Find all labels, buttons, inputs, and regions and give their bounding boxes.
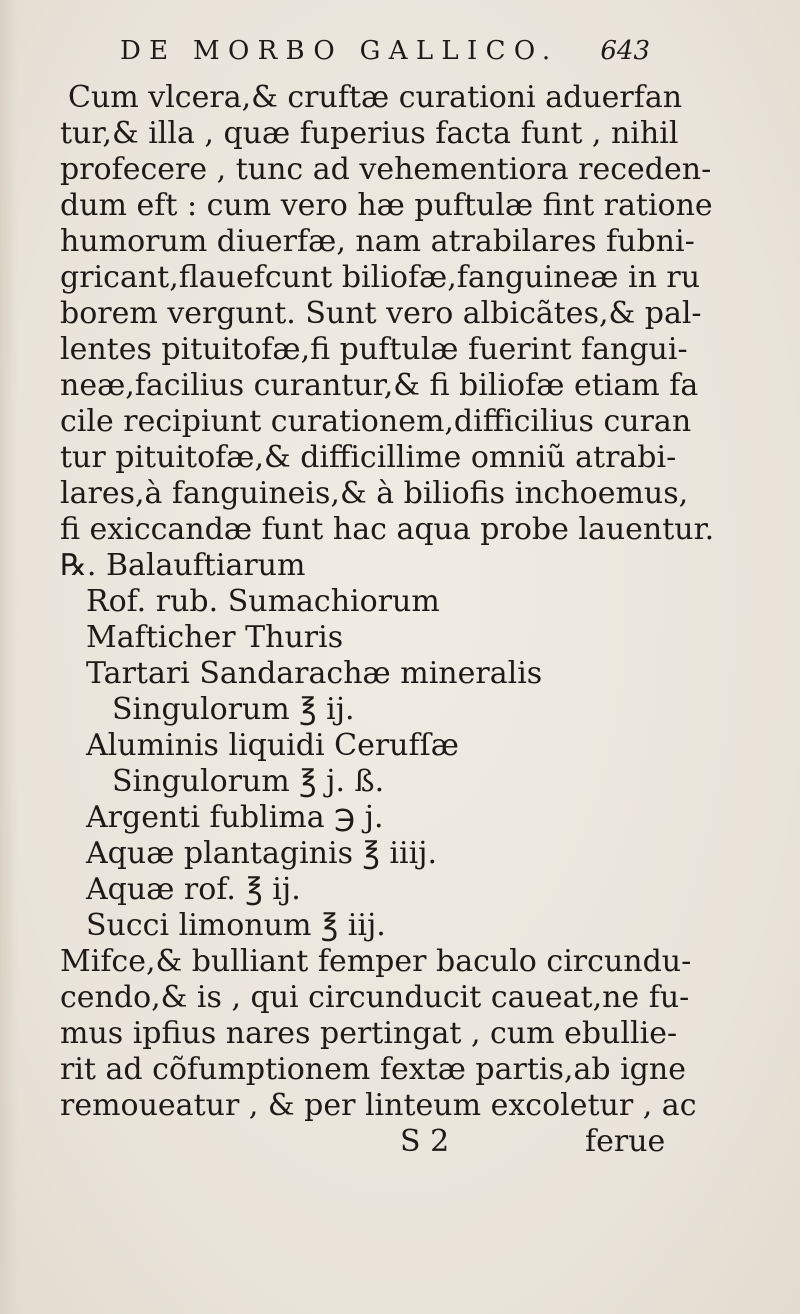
running-title: DE MORBO GALLICO. — [120, 36, 559, 66]
text-line: mus ipfius nares pertingat , cum ebullie- — [60, 1016, 678, 1051]
recipe-line: Aquæ plantaginis ℥ iiij. — [86, 836, 438, 871]
text-line: borem vergunt. Sunt vero albicãtes,& pal- — [60, 296, 702, 331]
text-line: Mifce,& bulliant femper baculo circundu- — [60, 944, 692, 979]
page-edge-shadow — [0, 0, 18, 1314]
text-line: rit ad cõfumptionem fextæ partis,ab igne — [60, 1052, 686, 1087]
page-number: 643 — [600, 36, 650, 66]
text-line: tur pituitofæ,& difficillime omniũ atrabi- — [60, 440, 677, 475]
recipe-line: ℞. Balauftiarum — [60, 548, 306, 583]
text-line: cendo,& is , qui circunducit caueat,ne fu- — [60, 980, 690, 1015]
text-line: fi exiccandæ funt hac aqua probe lauentur. — [60, 512, 715, 547]
text-line: remoueatur , & per linteum excoletur , ac — [60, 1088, 697, 1123]
text-line: lentes pituitofæ,fi puftulæ fuerint fangui- — [60, 332, 688, 367]
recipe-line: Rof. rub. Sumachiorum — [86, 584, 440, 619]
recipe-line: Singulorum ℥ ij. — [112, 692, 355, 727]
text-line: neæ,facilius curantur,& fi biliofæ etiam fa — [60, 368, 699, 403]
text-line: gricant,flauefcunt biliofæ,fanguineæ in ru — [60, 260, 701, 295]
recipe-line: Argenti fublima ℈ j. — [86, 800, 384, 835]
recipe-line: Mafticher Thuris — [86, 620, 344, 655]
signature-mark: S 2 — [400, 1124, 450, 1159]
text-line: dum eft : cum vero hæ puftulæ fint ratione — [60, 188, 713, 223]
recipe-line: Singulorum ℥ j. ß. — [112, 764, 385, 799]
text-line: tur,& illa , quæ fuperius facta funt , nihil — [60, 116, 679, 151]
text-line: humorum diuerfæ, nam atrabilares fubni- — [60, 224, 695, 259]
recipe-line: Tartari Sandarachæ mineralis — [86, 656, 543, 691]
recipe-line: Succi limonum ℥ iij. — [86, 908, 386, 943]
recipe-line: Aquæ rof. ℥ ij. — [86, 872, 301, 907]
catchword: ferue — [585, 1124, 666, 1159]
text-line: lares,à fanguineis,& à biliofis inchoemus, — [60, 476, 689, 511]
text-line: Cum vlcera,& cruftæ curationi aduerfan — [68, 80, 683, 115]
page-header — [120, 36, 650, 76]
text-line: cile recipiunt curationem,difficilius curan — [60, 404, 692, 439]
recipe-line: Aluminis liquidi Cerufſæ — [86, 728, 459, 763]
text-line: profecere , tunc ad vehementiora receden- — [60, 152, 712, 187]
